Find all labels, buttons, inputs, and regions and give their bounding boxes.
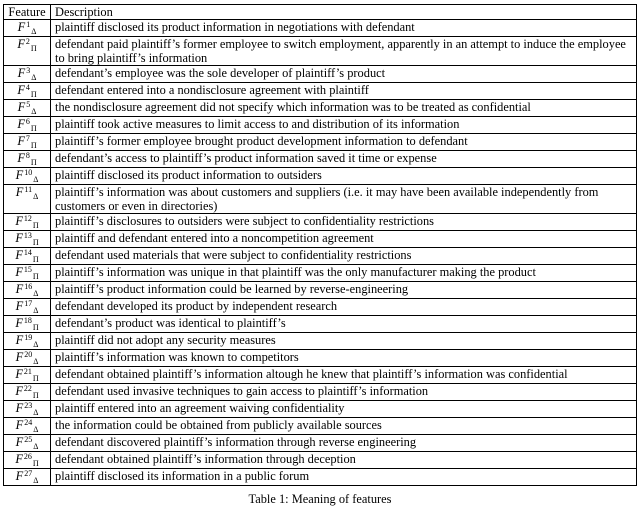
feature-symbol: F [15,214,23,228]
feature-cell [4,452,51,469]
table-row [4,83,637,100]
feature-side: Π [30,124,37,133]
table-row [4,367,637,384]
feature-side: Δ [31,73,37,82]
table-row [4,265,637,282]
feature-symbol: F [17,151,25,165]
feature-cell [4,299,51,316]
feature-side: Δ [31,107,37,116]
feature-side: Δ [33,357,39,366]
feature-side: Δ [33,289,39,298]
feature-symbol: F [15,333,24,347]
feature-side: Δ [33,340,39,349]
feature-number: 1 [26,20,31,29]
feature-side: Π [32,323,39,332]
feature-cell [4,248,51,265]
feature-symbol: F [15,401,24,415]
feature-cell [4,265,51,282]
description-cell: plaintiff’s disclosures to outsiders were subject to confidentiality restrictions [51,214,637,231]
feature-symbol: F [15,469,24,483]
feature-number: 22 [23,384,32,393]
feature-cell [4,168,51,185]
feature-number: 27 [24,469,33,478]
feature-cell [4,214,51,231]
description-cell: plaintiff disclosed its product information in negotiations with defendant [51,20,637,37]
table-row [4,401,637,418]
feature-side: Δ [33,306,39,315]
feature-side: Δ [33,476,39,485]
feature-symbol: F [15,265,23,279]
feature-number: 14 [23,248,32,257]
feature-number: 19 [24,333,33,342]
feature-cell [4,384,51,401]
feature-number: 7 [25,134,30,143]
feature-side: Π [30,44,37,53]
table-row [4,452,637,469]
feature-cell [4,333,51,350]
feature-symbol: F [15,168,24,182]
feature-number: 25 [24,435,33,444]
feature-cell [4,418,51,435]
feature-symbol: F [15,350,24,364]
feature-side: Π [32,255,39,264]
feature-number: 17 [24,299,33,308]
feature-cell [4,66,51,83]
table-row [4,20,637,37]
description-cell: defendant’s product was identical to plaintiff’s [51,316,637,333]
feature-symbol: F [17,20,26,34]
feature-symbol: F [15,248,23,262]
feature-number: 21 [23,367,32,376]
feature-number: 18 [23,316,32,325]
feature-symbol: F [15,418,24,432]
feature-number: 2 [25,37,30,46]
table-row [4,231,637,248]
table-row [4,282,637,299]
feature-side: Π [32,391,39,400]
feature-side: Δ [33,192,39,201]
feature-side: Π [30,90,37,99]
description-cell: plaintiff’s former employee brought product development information to defendant [51,134,637,151]
feature-cell [4,185,51,214]
description-cell: defendant obtained plaintiff’s information altough he knew that plaintiff’s information was confidential [51,367,637,384]
feature-cell [4,83,51,100]
feature-cell [4,282,51,299]
table-row [4,350,637,367]
feature-symbol: F [15,384,23,398]
feature-number: 3 [26,66,31,75]
description-cell: defendant paid plaintiff’s former employee to switch employment, apparently in an attempt to induce the employee to bring plaintiff’s information [51,37,637,66]
table-row [4,168,637,185]
header-description: Description [51,5,637,20]
table-header-row [4,5,637,20]
feature-side: Π [30,141,37,150]
feature-symbol: F [17,66,26,80]
description-cell: plaintiff took active measures to limit access to and distribution of its information [51,117,637,134]
table-row [4,214,637,231]
features-table [3,4,637,486]
feature-number: 13 [23,231,32,240]
header-feature: Feature [4,5,51,20]
description-cell: defendant used materials that were subject to confidentiality restrictions [51,248,637,265]
feature-symbol: F [15,231,23,245]
feature-number: 6 [25,117,30,126]
description-cell: plaintiff and defendant entered into a noncompetition agreement [51,231,637,248]
feature-cell [4,231,51,248]
feature-symbol: F [15,367,23,381]
feature-cell [4,469,51,486]
feature-cell [4,367,51,384]
description-cell: plaintiff’s information was known to competitors [51,350,637,367]
table-row [4,469,637,486]
description-cell: defendant obtained plaintiff’s information through deception [51,452,637,469]
feature-side: Π [32,221,39,230]
table-row [4,37,637,66]
feature-cell [4,117,51,134]
feature-symbol: F [17,100,26,114]
table-row [4,248,637,265]
feature-side: Π [32,459,39,468]
table-row [4,134,637,151]
table-row [4,316,637,333]
table-row [4,185,637,214]
description-cell: defendant developed its product by independent research [51,299,637,316]
feature-number: 24 [24,418,33,427]
feature-symbol: F [15,299,24,313]
feature-symbol: F [17,37,25,51]
feature-symbol: F [17,117,25,131]
feature-number: 11 [24,185,33,194]
description-cell: defendant entered into a nondisclosure agreement with plaintiff [51,83,637,100]
feature-cell [4,151,51,168]
table-row [4,151,637,168]
table-row [4,299,637,316]
table-row [4,384,637,401]
feature-cell [4,100,51,117]
description-cell: plaintiff disclosed its product information to outsiders [51,168,637,185]
description-cell: plaintiff’s information was unique in that plaintiff was the only manufacturer making the product [51,265,637,282]
feature-cell [4,37,51,66]
table-row [4,66,637,83]
feature-side: Π [32,374,39,383]
feature-cell [4,401,51,418]
table-row [4,100,637,117]
feature-symbol: F [17,83,25,97]
feature-symbol: F [17,134,25,148]
feature-side: Δ [33,175,39,184]
feature-cell [4,20,51,37]
feature-side: Π [30,158,37,167]
feature-number: 5 [26,100,31,109]
feature-number: 15 [23,265,32,274]
description-cell: plaintiff entered into an agreement waiving confidentiality [51,401,637,418]
feature-side: Π [32,238,39,247]
table-row [4,435,637,452]
description-cell: plaintiff did not adopt any security measures [51,333,637,350]
feature-number: 10 [24,168,33,177]
feature-symbol: F [15,282,24,296]
feature-cell [4,316,51,333]
feature-number: 12 [23,214,32,223]
feature-symbol: F [15,452,23,466]
description-cell: defendant’s access to plaintiff’s product information saved it time or expense [51,151,637,168]
feature-cell [4,134,51,151]
description-cell: plaintiff’s information was about customers and suppliers (i.e. it may have been available independently from customers or even in directories) [51,185,637,214]
description-cell: defendant’s employee was the sole developer of plaintiff’s product [51,66,637,83]
feature-cell [4,435,51,452]
description-cell: plaintiff disclosed its information in a public forum [51,469,637,486]
feature-side: Π [32,272,39,281]
feature-symbol: F [15,435,24,449]
feature-number: 8 [25,151,30,160]
feature-side: Δ [31,27,37,36]
description-cell: the information could be obtained from publicly available sources [51,418,637,435]
feature-number: 4 [25,83,30,92]
table-caption: Table 1: Meaning of features [248,492,392,506]
feature-side: Δ [33,442,39,451]
description-cell: defendant discovered plaintiff’s information through reverse engineering [51,435,637,452]
description-cell: the nondisclosure agreement did not specify which information was to be treated as confidential [51,100,637,117]
table-row [4,418,637,435]
feature-side: Δ [33,408,39,417]
table-row [4,333,637,350]
description-cell: defendant used invasive techniques to gain access to plaintiff’s information [51,384,637,401]
feature-symbol: F [15,185,24,199]
feature-number: 16 [24,282,33,291]
table-row [4,117,637,134]
feature-symbol: F [15,316,23,330]
feature-number: 23 [24,401,33,410]
feature-side: Δ [33,425,39,434]
description-cell: plaintiff’s product information could be learned by reverse-engineering [51,282,637,299]
feature-number: 20 [24,350,33,359]
feature-number: 26 [23,452,32,461]
feature-cell [4,350,51,367]
